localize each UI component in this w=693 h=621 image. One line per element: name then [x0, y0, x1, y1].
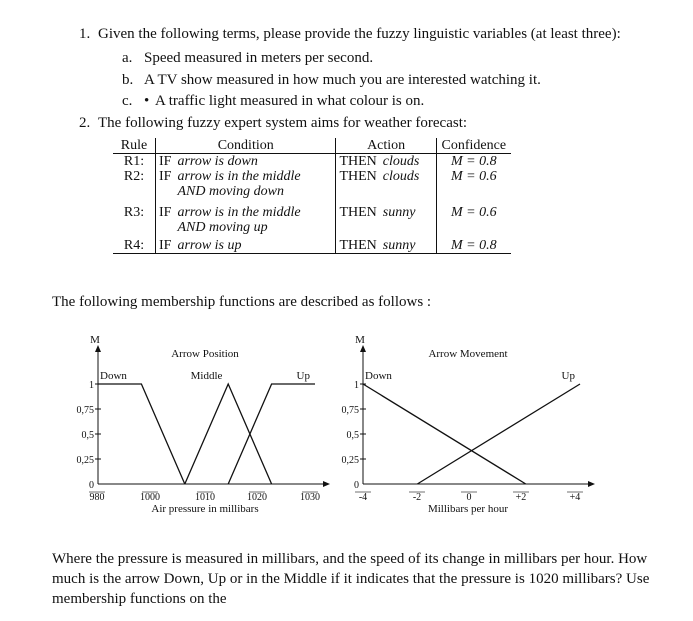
q1-number: 1. [79, 26, 91, 42]
closing-paragraph: Where the pressure is measured in millibars, and the speed of its change in millibars per hour. How much is the arrow Down, Up or in the Middle if it indicates that the pressure is 1020 millibars? Use membership functions on the [52, 551, 650, 607]
x-tick-label: 1020 [247, 492, 267, 503]
y-tick-label: 0,25 [341, 455, 359, 466]
rule-id: R1: [123, 154, 145, 169]
header-rule: Rule [113, 138, 156, 154]
x-tick-label: 1010 [195, 492, 215, 503]
series-label-up: Up [561, 370, 575, 382]
y-tick-label: 0 [89, 480, 94, 491]
q1-item-b-text: A TV show measured in how much you are interested watching it. [144, 72, 541, 88]
rule-action: sunny [382, 205, 416, 220]
x-axis-arrow-icon [588, 481, 595, 487]
rule-action: sunny [380, 235, 437, 254]
table-row [113, 154, 511, 170]
y-axis-arrow-icon [360, 345, 366, 352]
rule-condition-line2: AND moving up [177, 220, 268, 235]
x-tick-label: 980 [89, 492, 105, 503]
x-tick-label: -2 [412, 492, 422, 503]
y-tick-label: 1 [354, 380, 359, 391]
series-label-down: Down [100, 370, 127, 382]
rule-action: clouds [382, 154, 420, 169]
rule-if: IF [156, 199, 175, 235]
series-label-up: Up [296, 370, 310, 382]
rule-confidence: M = 0.6 [436, 199, 511, 235]
series-line-up [417, 384, 580, 484]
rule-id: R4: [113, 235, 156, 254]
y-tick-label: 0,75 [341, 405, 359, 416]
series-line-up [228, 384, 315, 484]
rules-table [113, 138, 511, 254]
rule-if: IF [156, 235, 175, 254]
x-tick-label: 1030 [300, 492, 320, 503]
rule-if: IF [156, 154, 175, 170]
x-axis-arrow-icon [323, 481, 330, 487]
rule-confidence: M = 0.8 [436, 154, 511, 170]
series-line-middle [185, 384, 272, 484]
y-tick-label: 0 [354, 480, 359, 491]
x-tick-label: +4 [569, 492, 581, 503]
rule-then: THEN [336, 199, 380, 235]
q1-item-a-text: Speed measured in meters per second. [144, 50, 374, 66]
y-tick-label: 1 [89, 380, 94, 391]
membership-charts [0, 332, 693, 542]
y-tick-label: 0,5 [346, 430, 359, 441]
y-tick-label: 0,25 [76, 455, 94, 466]
q2-text: The following fuzzy expert system aims for weather forecast: [98, 115, 468, 131]
y-tick-label: 0,5 [81, 430, 94, 441]
x-tick-label: +2 [515, 492, 527, 503]
x-tick-label: 1000 [140, 492, 160, 503]
header-condition: Condition [156, 138, 336, 154]
q1-item-b-label: b. [122, 72, 134, 88]
x-tick-label: 0 [466, 492, 472, 503]
rule-condition-line1: arrow is in the middle [177, 169, 301, 184]
membership-intro: The following membership functions are described as follows : [52, 294, 432, 310]
series-line-down [363, 384, 526, 484]
q1-item-a-label: a. [122, 50, 133, 66]
rule-condition [174, 169, 336, 199]
y-axis-label: M [90, 334, 100, 346]
rule-confidence: M = 0.6 [436, 169, 511, 199]
rule-condition: arrow is down [177, 154, 258, 169]
series-label-down: Down [365, 370, 392, 382]
x-axis-label: Millibars per hour [427, 503, 509, 515]
y-tick-label: 0,75 [76, 405, 94, 416]
series-line-down [98, 384, 185, 484]
q1-item-c-bullet: • [144, 93, 150, 109]
rule-action: clouds [382, 169, 420, 184]
q1-item-c-label: c. [122, 93, 133, 109]
rule-then: THEN [336, 235, 380, 254]
table-row [113, 235, 511, 254]
x-tick-label: -4 [358, 492, 368, 503]
q1-text: Given the following terms, please provide the fuzzy linguistic variables (at least three): [98, 26, 621, 42]
rule-then: THEN [336, 154, 380, 170]
rule-condition: arrow is up [174, 235, 336, 254]
y-axis-arrow-icon [95, 345, 101, 352]
table-row [113, 199, 511, 235]
rule-condition [174, 199, 336, 235]
rule-id: R3: [123, 205, 145, 220]
q2-number: 2. [79, 115, 91, 131]
y-axis-label: M [355, 334, 365, 346]
chart-title: Arrow Position [171, 348, 239, 360]
x-axis-label: Air pressure in millibars [151, 503, 259, 515]
rule-confidence: M = 0.8 [436, 235, 511, 254]
chart-title: Arrow Movement [428, 348, 508, 360]
rule-condition-line2: AND moving down [177, 184, 285, 199]
rule-id: R2: [123, 169, 145, 184]
header-action: Action [336, 138, 436, 154]
header-confidence: Confidence [436, 138, 511, 154]
table-row [113, 169, 511, 199]
rule-condition-line1: arrow is in the middle [177, 205, 301, 220]
series-label-middle: Middle [190, 370, 223, 382]
rule-if: IF [156, 169, 175, 199]
rule-then: THEN [336, 169, 380, 199]
q1-item-c-text: A traffic light measured in what colour is on. [155, 93, 425, 109]
